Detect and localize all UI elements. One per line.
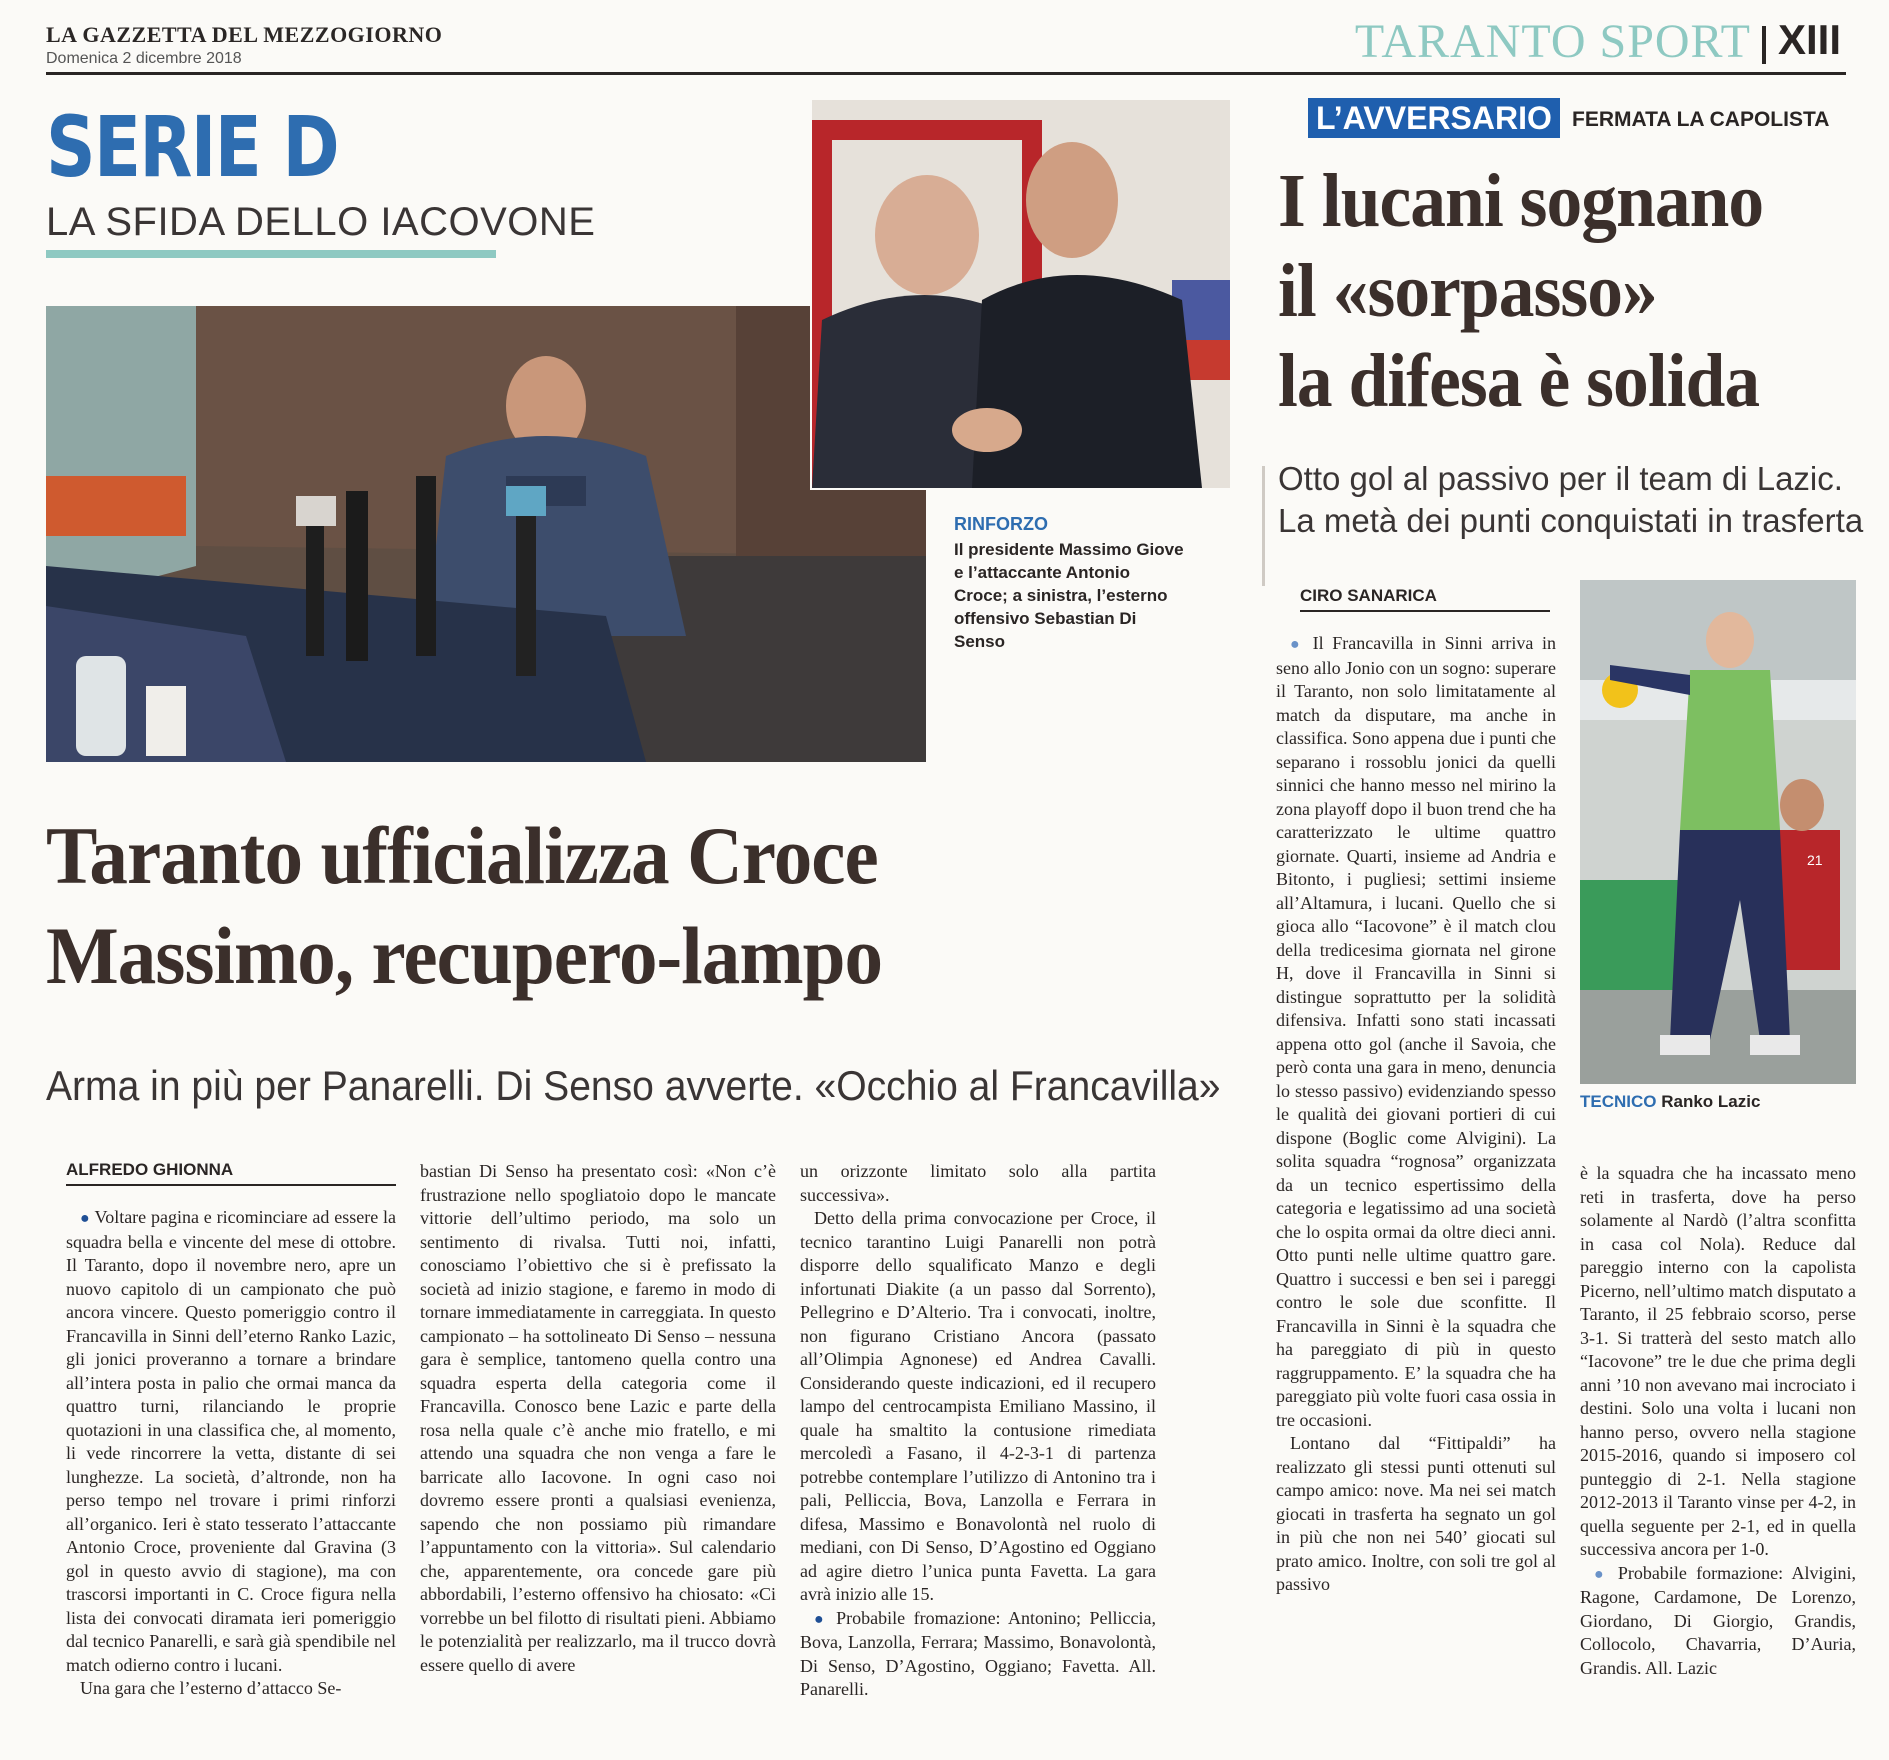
main-article-column-3 (800, 1160, 1156, 1702)
side-headline (1278, 156, 1833, 426)
paragraph-bullet-icon: ● (1594, 1565, 1609, 1583)
main-article-paragraph: Una gara che l’esterno d’attacco Se- (80, 1678, 342, 1698)
side-byline: CIRO SANARICA (1300, 586, 1437, 605)
main-byline-rule (66, 1184, 396, 1186)
paragraph-bullet-icon: ● (1290, 636, 1304, 653)
paragraph-bullet-icon: ● (80, 1210, 90, 1227)
side-subheadline-line-1: Otto gol al passivo per il team di Lazic. (1278, 460, 1843, 497)
side-headline-line-3: la difesa è solida (1278, 339, 1760, 423)
main-article-paragraph: bastian Di Senso ha presentato così: «Non c’è frustrazione nello spogliatoio dopo le mancate vittorie dell’ultimo periodo, ma solo un sentimento di rivalsa. Tutti noi, infatti, conosciamo l’obiettivo che si è prefissato la società ad inizio stagione, e faremo in modo di tornare immediatamente in carreggiata. In questo campionato – ha sottolineato Di Senso – nessuna gara è semplice, tantomeno quella contro una squadra esperta della categoria come il Francavilla. Conosco bene Lazic e parte della rosa nella quale c’è anche mio fratello, e mi attendo una squadra che non venga a fare le barricate allo Iacovone. In ogni caso noi dovremo essere pronti a qualsiasi evenienza, sapendo che non possiamo più rimandare l’appuntamento con la vittoria». Sul calendario che, apparentemente, ora concede gare più abbordabili, l’esterno offensivo ha chiosato: «Ci vorrebbe un bel filotto di risultati pieni. Abbiamo le potenzialità per realizzarlo, ma il trucco dovrà essere quello di avere (420, 1161, 776, 1675)
opponent-badge: L’AVVERSARIO (1308, 98, 1560, 138)
section-title: TARANTO SPORT (1354, 15, 1751, 68)
main-headline (46, 806, 1202, 1006)
side-headline-line-2: il «sorpasso» (1278, 249, 1657, 333)
side-lineup-paragraph: Probabile formazione: Alvigini, Ragone, Cardamone, De Lorenzo, Giordano, Di Giorgio, Grandis, Collocolo, Chavarria, D’Auria, Grandis. All. Lazic (1580, 1562, 1856, 1678)
photo-caption-label: RINFORZO (954, 514, 1048, 534)
kicker-underline (46, 250, 496, 258)
coach-photo (1580, 580, 1856, 1084)
side-subheadline (1278, 458, 1868, 542)
kicker-subtitle: LA SFIDA DELLO IACOVONE (46, 200, 596, 244)
main-headline-line-2: Massimo, recupero-lampo (46, 910, 883, 1001)
handshake-illustration (812, 100, 1230, 488)
header-rule (46, 72, 1846, 75)
jersey-number: 21 (1807, 852, 1823, 868)
main-subheadline: Arma in più per Panarelli. Di Senso avverte. «Occhio al Francavilla» (46, 1062, 1221, 1109)
issue-date: Domenica 2 dicembre 2018 (46, 50, 242, 67)
main-lineup-paragraph: Probabile fromazione: Antonino; Pelliccia, Bova, Lanzolla, Ferrara; Massimo, Bonavolontà, Di Senso, D’Agostino, Oggiano; Favetta. All. Panarelli. (800, 1607, 1156, 1699)
coach-illustration (1580, 580, 1856, 1084)
opponent-tag: FERMATA LA CAPOLISTA (1572, 108, 1830, 131)
main-article-column-2 (420, 1160, 776, 1677)
press-conference-illustration (46, 306, 926, 762)
side-headline-line-1: I lucani sognano (1278, 159, 1764, 243)
main-article-column-1 (66, 1206, 396, 1701)
side-article-paragraph: Il Francavilla in Sinni arriva in seno allo Jonio con un sogno: superare il Taranto, non solo limitatamente al match da disputare, ma anche in classifica. Sono appena due i punti che separano i rossoblu jonici da quelli sinnici che hanno messo nel mirino la zona playoff dopo il buon trend che ha caratterizzato le ultime quattro giornate. Quarti, insieme ad Andria e Bitonto, i pugliesi; settimi insieme all’Altamura, i lucani. Quello che si gioca allo “Iacovone” è il match clou della tredicesima giornata nel girone H, dove il Francavilla in Sinni si distingue soprattutto per la solidità difensiva. Infatti sono stati incassati appena otto gol (anche il Savoia, che però conta una gara in meno, denuncia lo stesso passivo) evidenziando spesso le qualità dei giovani portieri di cui dispone (Boglic come Alvigini). La solita squadra “rognosa” organizzata da un tecnico espertissimo della categoria e legatissimo ad una società che lo ospita ormai da oltre dieci anni. Otto punti nelle ultime quattro gare. Quattro i successi e ben sei i pareggi contro le sole due sconfitte. Il Francavilla in Sinni è la squadra che ha pareggiato di più in questo raggruppamento. E’ la squadra che ha pareggiato più volte fuori casa ossia in tre occasioni. (1276, 633, 1557, 1430)
main-article-paragraph: Detto della prima convocazione per Croce, il tecnico tarantino Luigi Panarelli non potrà disporre dello squalificato Manzo e degli infortunati Diakite (a un passo dal Sorrento), Pellegrino e D’Alterio. Tra i convocati, inoltre, non figurano Cristiano Ancora (passato all’Olimpia Agnonese) ed Andrea Cavalli. Considerando queste indicazioni, ed il recupero lampo del centrocampista Emiliano Massino, il quale ha smaltito la contusione rimediata mercoledì a Fasano, il 4-2-3-1 di partenza potrebbe contemplare l’utilizzo di Antonino tra i pali, Pelliccia, Bova, Lanzolla e Ferrara in difesa, Massimo e Bonavolontà nel ruolo di mediani, con Di Senso, D’Agostino ed Oggiano ad agire dietro l’unica punta Favetta. La gara avrà inizio alle 15. (800, 1208, 1156, 1604)
main-article-paragraph: un orizzonte limitato solo alla partita successiva». (800, 1161, 1156, 1205)
side-byline-rule (1300, 610, 1550, 612)
main-headline-line-1: Taranto ufficializza Croce (46, 810, 878, 901)
paragraph-bullet-icon: ● (814, 1610, 828, 1628)
newspaper-name: LA GAZZETTA DEL MEZZOGIORNO (46, 22, 443, 47)
header-divider (1762, 26, 1766, 64)
coach-caption-label: TECNICO (1580, 1092, 1657, 1111)
side-subheadline-line-2: La metà dei punti conquistati in trasferta (1278, 502, 1864, 539)
kicker-serie-d: SERIE D (46, 98, 339, 196)
photo-caption-text: Il presidente Massimo Giove e l’attaccante Antonio Croce; a sinistra, l’esterno offensivo Sebastian Di Senso (954, 540, 1184, 651)
coach-caption-text: Ranko Lazic (1661, 1092, 1761, 1111)
main-byline: ALFREDO GHIONNA (66, 1160, 234, 1179)
press-conference-photo (46, 306, 926, 762)
side-article-column-1 (1276, 632, 1556, 1597)
coach-caption (1580, 1092, 1760, 1112)
page-number: XIII (1778, 16, 1842, 63)
side-article-column-2 (1580, 1162, 1856, 1680)
handshake-photo (810, 98, 1232, 490)
side-article-paragraph: Lontano dal “Fittipaldi” ha realizzato gli stessi punti ottenuti sul campo amico: nove. Ma nei sei match giocati in trasferta ha segnato un gol in più che non nei 540’ giocati sul prato amico. Inoltre, con soli tre gol al passivo (1276, 1433, 1556, 1594)
main-article-paragraph: Voltare pagina e ricominciare ad essere la squadra bella e vincente del mese di ottobre. Il Taranto, dopo il novembre nero, apre un nuovo capitolo di un campionato che può ancora vincere. Questo pomeriggio contro il Francavilla in Sinni dell’eterno Ranko Lazic, gli jonici proveranno a tornare a brindare all’intera posta in palio che ormai manca da quattro turni, rilanciando le proprie quotazioni in una classifica che, al momento, li vede rincorrere la vetta, distante di sei lunghezze. La società, d’altronde, non ha perso tempo nel trovare i primi rinforzi all’organico. Ieri è stato tesserato l’attaccante Antonio Croce, proveniente dal Gravina (3 gol in questo avvio di stagione), ma con trascorsi importanti in C. Croce figura nella lista dei convocati diramata ieri pomeriggio dal tecnico Panarelli, e sarà già spendibile nel match odierno contro i lucani. (66, 1207, 396, 1675)
side-article-paragraph: è la squadra che ha incassato meno reti in trasferta, dove ha perso solamente al Nardò (l’altra sconfitta in casa col Nola). Reduce dal pareggio interno con la capolista Picerno, nell’ultimo match disputato a Taranto, il 25 febbraio scorso, perse 3-1. Si tratterà del sesto match allo “Iacovone” tre le due che prima degli anni ’10 non avevano mai incrociato i destini. Solo una volta i lucani non hanno perso, ovvero nella stagione 2015-2016, quando si imposero col punteggio di 2-1. Nella stagione 2012-2013 il Taranto vinse per 4-2, in quella seguente per 2-1, ed in quella successiva ancora per 1-0. (1580, 1163, 1856, 1559)
side-subhead-rule (1262, 466, 1265, 586)
